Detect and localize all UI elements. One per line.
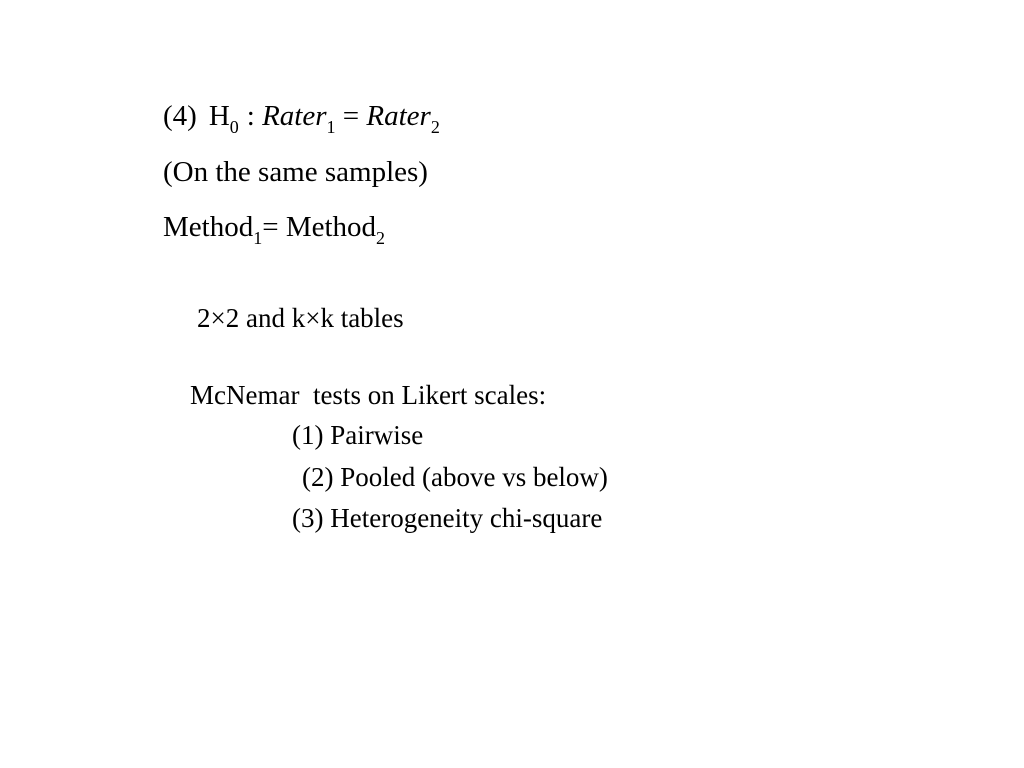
rater-rhs: Rater <box>366 100 431 132</box>
null-hypothesis-symbol: H <box>208 100 230 132</box>
null-hypothesis-subscript: 0 <box>229 117 239 137</box>
mcnemar-heading: McNemar tests on Likert scales: <box>190 380 547 410</box>
method-lhs: Method <box>163 211 254 243</box>
rater-lhs: Rater <box>262 100 327 132</box>
rater-rhs-subscript: 2 <box>430 117 440 137</box>
mcnemar-item-pooled: (2) Pooled (above vs below) <box>302 462 608 492</box>
rater-lhs-subscript: 1 <box>326 117 336 137</box>
tables-line: 2×2 and k×k tables <box>197 303 404 333</box>
mcnemar-item-heterogeneity: (3) Heterogeneity chi-square <box>292 503 603 533</box>
hypothesis-line <box>163 100 440 137</box>
method-rhs-subscript: 2 <box>376 228 386 248</box>
hypothesis-equals: = <box>342 100 360 132</box>
method-equals: = <box>262 211 279 243</box>
hypothesis-number: (4) <box>163 100 197 132</box>
method-line <box>163 211 386 248</box>
method-lhs-subscript: 1 <box>253 228 263 248</box>
hypothesis-colon: : <box>246 100 255 132</box>
same-samples-note: (On the same samples) <box>163 156 428 188</box>
method-rhs: Method <box>285 211 377 243</box>
mcnemar-item-pairwise: (1) Pairwise <box>292 420 424 450</box>
